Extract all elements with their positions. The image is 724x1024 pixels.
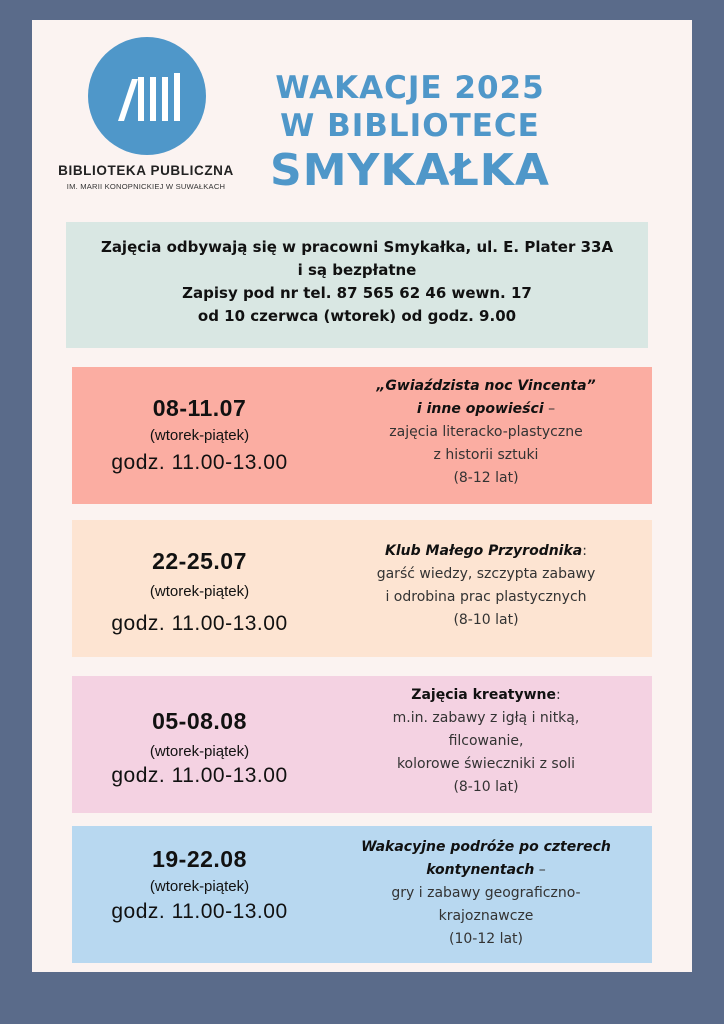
info-phone: Zapisy pod nr tel. 87 565 62 46 wewn. 17 [182, 284, 532, 302]
event-desc-cont: z historii sztuki [433, 447, 539, 463]
event-days: (wtorek-piątek) [149, 583, 250, 600]
event-time: godz. 11.00-13.00 [111, 612, 288, 635]
page-title-line2: W BIBLIOTECE [280, 108, 540, 144]
library-name: BIBLIOTEKA PUBLICZNA [58, 163, 234, 178]
info-location: Zajęcia odbywają się w pracowni Smykałka, ul. E. Plater 33A [100, 238, 614, 256]
event-date: 22-25.07 [152, 548, 247, 574]
event-card-2: 22-25.07 (wtorek-piątek) godz. 11.00-13.00 Klub Małego Przyrodnika: garść wiedzy, szczypta zabawy i odrobina prac plastycznych (8-10 lat) [72, 520, 652, 657]
event-title: Wakacyjne podróże po czterech [361, 839, 611, 855]
page-title-line3: SMYKAŁKA [270, 145, 550, 196]
event-age: (8-12 lat) [453, 470, 519, 486]
info-box [66, 222, 648, 348]
event-desc-cont2: kolorowe świeczniki z soli [396, 756, 576, 772]
event-days: (wtorek-piątek) [149, 878, 250, 895]
info-free: i są bezpłatne [297, 261, 417, 279]
event-age: (8-10 lat) [453, 779, 519, 795]
event-time: godz. 11.00-13.00 [111, 764, 288, 787]
event-age: (8-10 lat) [453, 612, 519, 628]
event-title: Zajęcia kreatywne [411, 687, 556, 703]
event-title: „Gwiaździsta noc Vincenta” [376, 378, 596, 394]
event-time: godz. 11.00-13.00 [111, 900, 288, 923]
event-title-cont: kontynentach [426, 862, 535, 878]
event-desc: garść wiedzy, szczypta zabawy [376, 566, 596, 582]
event-desc: gry i zabawy geograficzno- [391, 885, 581, 901]
library-subtitle: IM. MARII KONOPNICKIEJ W SUWAŁKACH [66, 182, 226, 191]
library-logo-icon [88, 37, 206, 155]
event-days: (wtorek-piątek) [149, 743, 250, 760]
event-desc-cont: filcowanie, [448, 733, 524, 749]
event-title: Klub Małego Przyrodnika [385, 543, 583, 559]
event-days: (wtorek-piątek) [149, 427, 250, 444]
event-age: (10-12 lat) [448, 931, 523, 947]
event-card-4: 19-22.08 (wtorek-piątek) godz. 11.00-13.00 Wakacyjne podróże po czterech kontynentach – gry i zabawy geograficzno- krajoznawcze (10-12 lat) [72, 826, 652, 963]
event-desc: m.in. zabawy z igłą i nitką, [392, 710, 580, 726]
event-desc-cont: krajoznawcze [438, 908, 534, 924]
event-card-1: 08-11.07 (wtorek-piątek) godz. 11.00-13.00 „Gwiaździsta noc Vincenta” i inne opowieści – zajęcia literacko-plastyczne z historii sztuki (8-12 lat) [72, 367, 652, 504]
event-date: 05-08.08 [152, 708, 247, 734]
event-time: godz. 11.00-13.00 [111, 451, 288, 474]
event-date: 19-22.08 [152, 846, 247, 872]
event-card-3: 05-08.08 (wtorek-piątek) godz. 11.00-13.00 Zajęcia kreatywne: m.in. zabawy z igłą i nitką, filcowanie, kolorowe świeczniki z soli (8-10 lat) [72, 676, 652, 813]
event-desc: zajęcia literacko-plastyczne [389, 424, 583, 440]
event-desc-cont: i odrobina prac plastycznych [385, 589, 587, 605]
event-date: 08-11.07 [152, 395, 247, 421]
event-title-cont: i inne opowieści [416, 401, 544, 417]
info-registration-date: od 10 czerwca (wtorek) od godz. 9.00 [197, 307, 517, 325]
page-title-line1: WAKACJE 2025 [275, 70, 545, 106]
